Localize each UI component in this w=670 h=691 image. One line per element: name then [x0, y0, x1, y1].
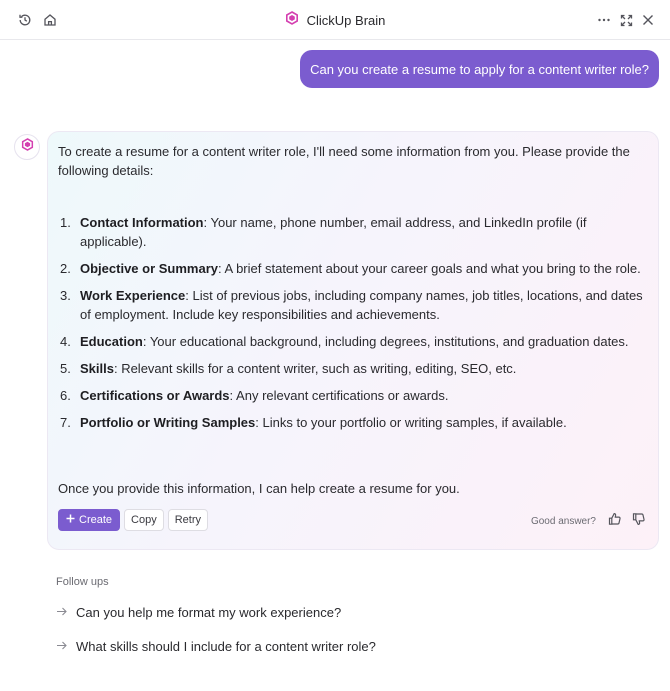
- list-item: [58, 259, 650, 278]
- list-item: [58, 359, 650, 378]
- response-outro: Once you provide this information, I can help create a resume for you.: [58, 481, 460, 496]
- item-text: : Any relevant certifications or awards.: [229, 388, 449, 403]
- app-title: ClickUp Brain: [306, 12, 386, 28]
- create-button[interactable]: [58, 509, 120, 531]
- thumbs-down-icon[interactable]: [632, 512, 646, 531]
- feedback-group: [531, 512, 646, 531]
- more-icon[interactable]: [594, 10, 614, 30]
- followup-item[interactable]: [56, 639, 376, 654]
- plus-icon: [66, 514, 75, 526]
- item-text: : Links to your portfolio or writing samples, if available.: [255, 415, 567, 430]
- item-title: Work Experience: [80, 288, 186, 303]
- item-title: Objective or Summary: [80, 261, 218, 276]
- item-title: Contact Information: [80, 215, 204, 230]
- item-text: : Your name, phone number, email address, and LinkedIn profile (if applicable).: [80, 215, 587, 249]
- create-button-label: Create: [79, 514, 113, 526]
- followup-item[interactable]: [56, 605, 341, 620]
- list-item: [58, 413, 650, 432]
- followups-heading: Follow ups: [56, 576, 109, 588]
- copy-button[interactable]: Copy: [124, 509, 164, 531]
- brain-logo-icon: [21, 138, 34, 156]
- brain-logo-icon: [285, 11, 299, 30]
- arrow-right-icon: [56, 606, 68, 620]
- item-number: 6.: [60, 388, 71, 403]
- item-number: 3.: [60, 288, 71, 303]
- top-bar: [0, 0, 670, 40]
- followups-section: [56, 576, 376, 654]
- list-item: [58, 332, 650, 351]
- item-text: : Relevant skills for a content writer, such as writing, editing, SEO, etc.: [113, 361, 517, 376]
- item-title: Certifications or Awards: [80, 388, 230, 403]
- feedback-label: Good answer?: [530, 516, 596, 527]
- item-number: 1.: [60, 215, 71, 230]
- close-icon[interactable]: [638, 10, 658, 30]
- item-number: 7.: [60, 415, 71, 430]
- bot-response-card: [47, 131, 659, 550]
- followup-label: Can you help me format my work experience?: [76, 605, 342, 620]
- details-list: [58, 213, 650, 440]
- bot-avatar: [14, 134, 40, 160]
- item-number: 2.: [60, 261, 71, 276]
- list-item: [58, 213, 650, 251]
- item-text: : List of previous jobs, including company names, job titles, locations, and dates of employment. Include key responsibilities and achievements.: [80, 288, 643, 322]
- list-item: [58, 286, 650, 324]
- item-title: Skills: [80, 361, 114, 376]
- item-text: : Your educational background, including degrees, institutions, and graduation dates.: [142, 334, 629, 349]
- retry-button[interactable]: Retry: [168, 509, 208, 531]
- item-text: : A brief statement about your career goals and what you bring to the role.: [218, 261, 641, 276]
- list-item: [58, 386, 650, 405]
- item-number: 5.: [60, 361, 71, 376]
- response-intro: To create a resume for a content writer role, I'll need some information from you. Please provide the following details:: [58, 144, 630, 178]
- item-number: 4.: [60, 334, 71, 349]
- item-title: Portfolio or Writing Samples: [80, 415, 256, 430]
- user-message: Can you create a resume to apply for a content writer role?: [300, 50, 659, 88]
- arrow-right-icon: [56, 640, 68, 654]
- response-actions: [58, 509, 208, 531]
- thumbs-up-icon[interactable]: [608, 512, 622, 531]
- item-title: Education: [80, 334, 143, 349]
- expand-icon[interactable]: [616, 10, 636, 30]
- followup-label: What skills should I include for a content writer role?: [76, 639, 376, 654]
